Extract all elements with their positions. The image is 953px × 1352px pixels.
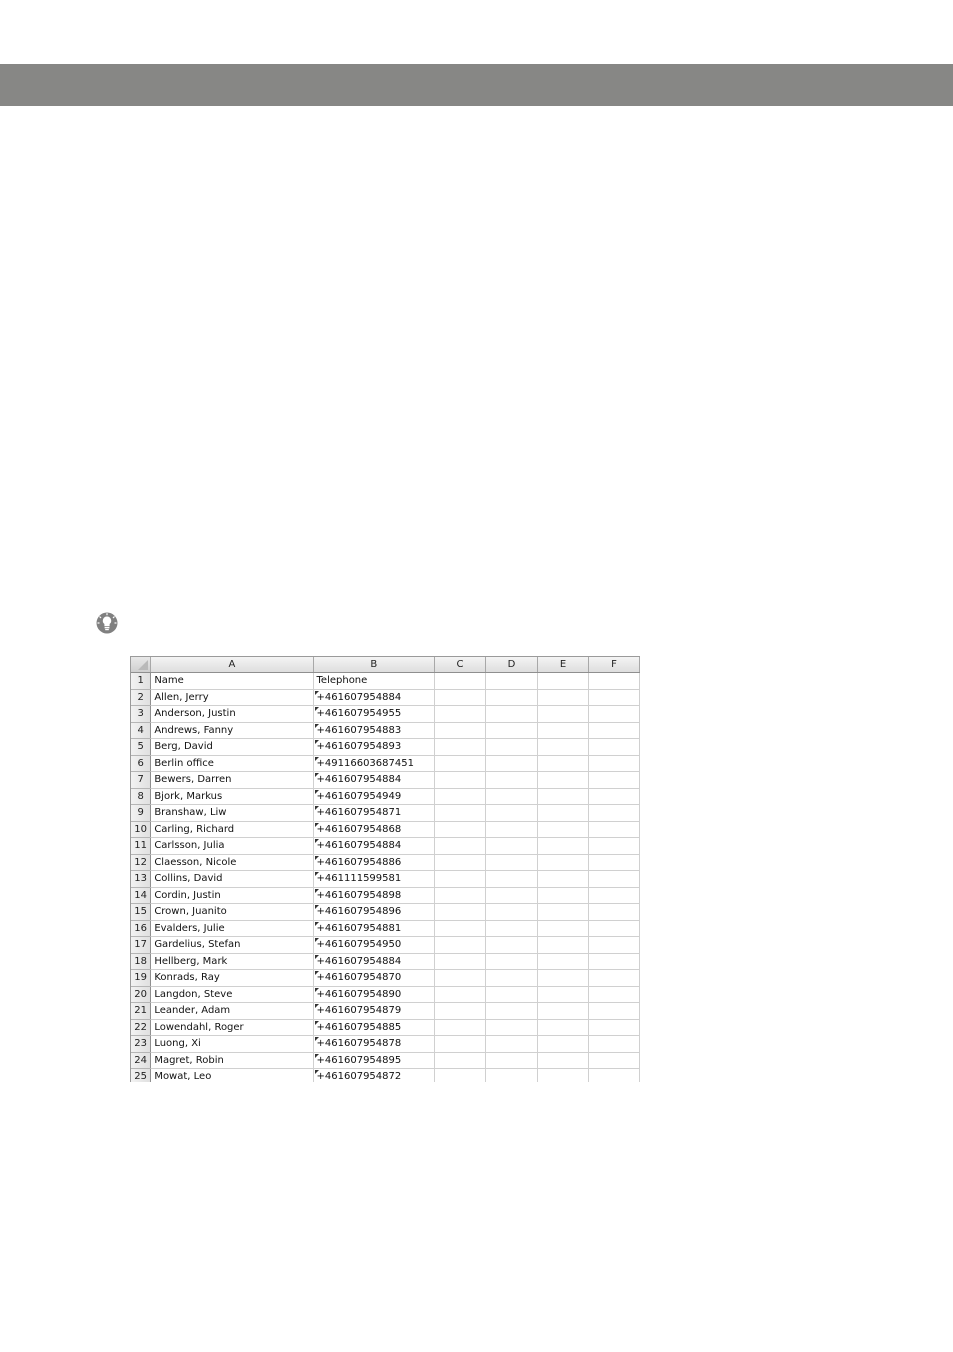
- column-header-f[interactable]: F: [588, 657, 639, 673]
- table-row: [131, 887, 640, 904]
- cell-name[interactable]: Mowat, Leo: [151, 1069, 313, 1083]
- cell-empty-c[interactable]: [435, 821, 486, 838]
- cell-name[interactable]: Berg, David: [151, 739, 313, 756]
- cell-empty-d[interactable]: [486, 953, 538, 970]
- cell-telephone[interactable]: +461607954878: [313, 1036, 435, 1053]
- cell-empty-f[interactable]: [588, 755, 639, 772]
- spreadsheet: [130, 656, 640, 1082]
- cell-empty-f[interactable]: [588, 838, 639, 855]
- cell-telephone[interactable]: +461607954868: [313, 821, 435, 838]
- cell-telephone[interactable]: +461607954955: [313, 706, 435, 723]
- column-header-e[interactable]: E: [538, 657, 589, 673]
- table-row: [131, 673, 640, 690]
- cell-empty-c[interactable]: [435, 1069, 486, 1083]
- cell-empty-f[interactable]: [588, 772, 639, 789]
- cell-telephone[interactable]: +461607954898: [313, 887, 435, 904]
- row-header[interactable]: 16: [131, 920, 151, 937]
- row-header[interactable]: 20: [131, 986, 151, 1003]
- cell-empty-c[interactable]: [435, 920, 486, 937]
- cell-empty-e[interactable]: [538, 673, 589, 690]
- cell-empty-c[interactable]: [435, 739, 486, 756]
- cell-empty-d[interactable]: [486, 887, 538, 904]
- cell-telephone[interactable]: +461607954872: [313, 1069, 435, 1083]
- cell-empty-f[interactable]: [588, 887, 639, 904]
- column-header-d[interactable]: D: [486, 657, 538, 673]
- column-header-a[interactable]: A: [151, 657, 313, 673]
- select-all-triangle-icon: [138, 660, 148, 670]
- select-all-corner[interactable]: [131, 657, 151, 673]
- cell-empty-c[interactable]: [435, 854, 486, 871]
- cell-telephone[interactable]: +461607954884: [313, 953, 435, 970]
- cell-empty-f[interactable]: [588, 722, 639, 739]
- table-row: [131, 706, 640, 723]
- lightbulb-icon: [96, 612, 118, 634]
- cell-empty-e[interactable]: [538, 1019, 589, 1036]
- cell-empty-f[interactable]: [588, 953, 639, 970]
- cell-name[interactable]: Berlin office: [151, 755, 313, 772]
- cell-empty-d[interactable]: [486, 821, 538, 838]
- cell-empty-d[interactable]: [486, 904, 538, 921]
- cell-telephone[interactable]: +461607954884: [313, 772, 435, 789]
- row-header[interactable]: 1: [131, 673, 151, 690]
- row-header[interactable]: 5: [131, 739, 151, 756]
- cell-empty-c[interactable]: [435, 1019, 486, 1036]
- cell-empty-c[interactable]: [435, 673, 486, 690]
- cell-empty-f[interactable]: [588, 1019, 639, 1036]
- cell-empty-e[interactable]: [538, 937, 589, 954]
- cell-empty-e[interactable]: [538, 838, 589, 855]
- cell-empty-d[interactable]: [486, 1036, 538, 1053]
- cell-empty-f[interactable]: [588, 788, 639, 805]
- cell-empty-f[interactable]: [588, 970, 639, 987]
- table-row: [131, 953, 640, 970]
- spreadsheet-body: [131, 673, 640, 1083]
- cell-name[interactable]: Hellberg, Mark: [151, 953, 313, 970]
- row-header[interactable]: 14: [131, 887, 151, 904]
- cell-telephone[interactable]: +461607954886: [313, 854, 435, 871]
- cell-empty-e[interactable]: [538, 689, 589, 706]
- cell-empty-e[interactable]: [538, 854, 589, 871]
- cell-telephone[interactable]: +461111599581: [313, 871, 435, 888]
- cell-empty-d[interactable]: [486, 805, 538, 822]
- cell-empty-f[interactable]: [588, 1069, 639, 1083]
- cell-telephone[interactable]: +461607954884: [313, 838, 435, 855]
- cell-empty-f[interactable]: [588, 986, 639, 1003]
- row-header[interactable]: 15: [131, 904, 151, 921]
- cell-telephone[interactable]: +461607954883: [313, 722, 435, 739]
- cell-empty-d[interactable]: [486, 1052, 538, 1069]
- cell-empty-f[interactable]: [588, 904, 639, 921]
- cell-empty-e[interactable]: [538, 805, 589, 822]
- cell-empty-f[interactable]: [588, 1052, 639, 1069]
- cell-empty-d[interactable]: [486, 706, 538, 723]
- cell-empty-d[interactable]: [486, 854, 538, 871]
- cell-name[interactable]: Carling, Richard: [151, 821, 313, 838]
- cell-empty-e[interactable]: [538, 904, 589, 921]
- column-header-row: [131, 657, 640, 673]
- cell-empty-e[interactable]: [538, 1069, 589, 1083]
- cell-empty-d[interactable]: [486, 970, 538, 987]
- cell-empty-d[interactable]: [486, 937, 538, 954]
- cell-empty-f[interactable]: [588, 706, 639, 723]
- cell-empty-f[interactable]: [588, 1003, 639, 1020]
- cell-empty-e[interactable]: [538, 920, 589, 937]
- table-row: [131, 805, 640, 822]
- table-row: [131, 722, 640, 739]
- cell-empty-d[interactable]: [486, 673, 538, 690]
- cell-telephone[interactable]: +461607954895: [313, 1052, 435, 1069]
- cell-empty-d[interactable]: [486, 739, 538, 756]
- cell-empty-c[interactable]: [435, 722, 486, 739]
- cell-empty-c[interactable]: [435, 871, 486, 888]
- cell-empty-e[interactable]: [538, 821, 589, 838]
- cell-empty-e[interactable]: [538, 1003, 589, 1020]
- cell-empty-f[interactable]: [588, 937, 639, 954]
- row-header[interactable]: 21: [131, 1003, 151, 1020]
- cell-name[interactable]: Crown, Juanito: [151, 904, 313, 921]
- cell-empty-c[interactable]: [435, 1036, 486, 1053]
- cell-telephone[interactable]: +461607954896: [313, 904, 435, 921]
- row-header[interactable]: 2: [131, 689, 151, 706]
- cell-telephone[interactable]: +461607954881: [313, 920, 435, 937]
- cell-empty-e[interactable]: [538, 887, 589, 904]
- cell-name[interactable]: Collins, David: [151, 871, 313, 888]
- cell-telephone[interactable]: +461607954949: [313, 788, 435, 805]
- row-header[interactable]: 13: [131, 871, 151, 888]
- table-row: [131, 937, 640, 954]
- row-header[interactable]: 6: [131, 755, 151, 772]
- cell-empty-d[interactable]: [486, 722, 538, 739]
- cell-telephone[interactable]: +461607954890: [313, 986, 435, 1003]
- cell-empty-e[interactable]: [538, 1052, 589, 1069]
- cell-empty-f[interactable]: [588, 805, 639, 822]
- cell-empty-e[interactable]: [538, 953, 589, 970]
- cell-name[interactable]: Magret, Robin: [151, 1052, 313, 1069]
- row-header[interactable]: 10: [131, 821, 151, 838]
- cell-name[interactable]: Claesson, Nicole: [151, 854, 313, 871]
- cell-name[interactable]: Cordin, Justin: [151, 887, 313, 904]
- cell-empty-e[interactable]: [538, 739, 589, 756]
- cell-empty-e[interactable]: [538, 970, 589, 987]
- row-header[interactable]: 3: [131, 706, 151, 723]
- cell-empty-d[interactable]: [486, 838, 538, 855]
- row-header[interactable]: 17: [131, 937, 151, 954]
- row-header[interactable]: 9: [131, 805, 151, 822]
- cell-name[interactable]: Anderson, Justin: [151, 706, 313, 723]
- cell-name[interactable]: Gardelius, Stefan: [151, 937, 313, 954]
- cell-empty-d[interactable]: [486, 871, 538, 888]
- cell-empty-c[interactable]: [435, 986, 486, 1003]
- table-row: [131, 838, 640, 855]
- cell-empty-f[interactable]: [588, 689, 639, 706]
- cell-empty-d[interactable]: [486, 788, 538, 805]
- cell-empty-d[interactable]: [486, 755, 538, 772]
- cell-telephone[interactable]: +461607954871: [313, 805, 435, 822]
- cell-name[interactable]: Luong, Xi: [151, 1036, 313, 1053]
- row-header[interactable]: 18: [131, 953, 151, 970]
- cell-empty-e[interactable]: [538, 871, 589, 888]
- cell-telephone[interactable]: +461607954950: [313, 937, 435, 954]
- row-header[interactable]: 19: [131, 970, 151, 987]
- cell-empty-c[interactable]: [435, 689, 486, 706]
- table-row: [131, 755, 640, 772]
- cell-empty-f[interactable]: [588, 739, 639, 756]
- table-row: [131, 788, 640, 805]
- table-row: [131, 739, 640, 756]
- table-row: [131, 772, 640, 789]
- cell-telephone[interactable]: +461607954884: [313, 689, 435, 706]
- cell-empty-c[interactable]: [435, 953, 486, 970]
- cell-empty-c[interactable]: [435, 904, 486, 921]
- row-header[interactable]: 23: [131, 1036, 151, 1053]
- cell-empty-e[interactable]: [538, 986, 589, 1003]
- cell-empty-f[interactable]: [588, 821, 639, 838]
- cell-empty-d[interactable]: [486, 772, 538, 789]
- cell-empty-c[interactable]: [435, 805, 486, 822]
- cell-telephone[interactable]: +49116603687451: [313, 755, 435, 772]
- cell-empty-f[interactable]: [588, 871, 639, 888]
- cell-name[interactable]: Bjork, Markus: [151, 788, 313, 805]
- cell-telephone[interactable]: +461607954885: [313, 1019, 435, 1036]
- cell-empty-c[interactable]: [435, 772, 486, 789]
- row-header[interactable]: 8: [131, 788, 151, 805]
- cell-empty-c[interactable]: [435, 970, 486, 987]
- cell-empty-d[interactable]: [486, 1003, 538, 1020]
- row-header[interactable]: 24: [131, 1052, 151, 1069]
- table-row: [131, 920, 640, 937]
- cell-empty-d[interactable]: [486, 986, 538, 1003]
- cell-empty-e[interactable]: [538, 706, 589, 723]
- cell-name[interactable]: Evalders, Julie: [151, 920, 313, 937]
- cell-empty-c[interactable]: [435, 755, 486, 772]
- header-bar: [0, 64, 953, 106]
- table-row: [131, 821, 640, 838]
- cell-empty-c[interactable]: [435, 838, 486, 855]
- cell-empty-c[interactable]: [435, 706, 486, 723]
- cell-name[interactable]: Name: [151, 673, 313, 690]
- cell-name[interactable]: Konrads, Ray: [151, 970, 313, 987]
- cell-empty-c[interactable]: [435, 1003, 486, 1020]
- table-row: [131, 1052, 640, 1069]
- table-row: [131, 1069, 640, 1083]
- cell-telephone[interactable]: +461607954893: [313, 739, 435, 756]
- table-row: [131, 986, 640, 1003]
- cell-telephone[interactable]: +461607954879: [313, 1003, 435, 1020]
- cell-empty-d[interactable]: [486, 689, 538, 706]
- cell-empty-e[interactable]: [538, 788, 589, 805]
- cell-name[interactable]: Branshaw, Liw: [151, 805, 313, 822]
- row-header[interactable]: 12: [131, 854, 151, 871]
- cell-empty-f[interactable]: [588, 1036, 639, 1053]
- cell-name[interactable]: Carlsson, Julia: [151, 838, 313, 855]
- cell-empty-c[interactable]: [435, 788, 486, 805]
- cell-empty-f[interactable]: [588, 920, 639, 937]
- cell-empty-c[interactable]: [435, 1052, 486, 1069]
- row-header[interactable]: 22: [131, 1019, 151, 1036]
- table-row: [131, 689, 640, 706]
- table-row: [131, 1036, 640, 1053]
- cell-empty-e[interactable]: [538, 772, 589, 789]
- cell-name[interactable]: Andrews, Fanny: [151, 722, 313, 739]
- cell-empty-e[interactable]: [538, 755, 589, 772]
- row-header[interactable]: 11: [131, 838, 151, 855]
- row-header[interactable]: 4: [131, 722, 151, 739]
- row-header[interactable]: 7: [131, 772, 151, 789]
- cell-empty-c[interactable]: [435, 887, 486, 904]
- row-header[interactable]: 25: [131, 1069, 151, 1083]
- cell-name[interactable]: Lowendahl, Roger: [151, 1019, 313, 1036]
- table-row: [131, 854, 640, 871]
- spreadsheet-grid: [131, 657, 640, 1082]
- cell-telephone[interactable]: +461607954870: [313, 970, 435, 987]
- cell-name[interactable]: Langdon, Steve: [151, 986, 313, 1003]
- column-header-b[interactable]: B: [313, 657, 435, 673]
- cell-name[interactable]: Bewers, Darren: [151, 772, 313, 789]
- cell-empty-f[interactable]: [588, 673, 639, 690]
- cell-empty-d[interactable]: [486, 920, 538, 937]
- table-row: [131, 970, 640, 987]
- cell-empty-d[interactable]: [486, 1019, 538, 1036]
- table-row: [131, 904, 640, 921]
- table-row: [131, 871, 640, 888]
- table-row: [131, 1019, 640, 1036]
- cell-name[interactable]: Leander, Adam: [151, 1003, 313, 1020]
- cell-empty-c[interactable]: [435, 937, 486, 954]
- cell-telephone[interactable]: Telephone: [313, 673, 435, 690]
- table-row: [131, 1003, 640, 1020]
- cell-empty-e[interactable]: [538, 1036, 589, 1053]
- cell-empty-f[interactable]: [588, 854, 639, 871]
- cell-empty-d[interactable]: [486, 1069, 538, 1083]
- cell-name[interactable]: Allen, Jerry: [151, 689, 313, 706]
- cell-empty-e[interactable]: [538, 722, 589, 739]
- column-header-c[interactable]: C: [435, 657, 486, 673]
